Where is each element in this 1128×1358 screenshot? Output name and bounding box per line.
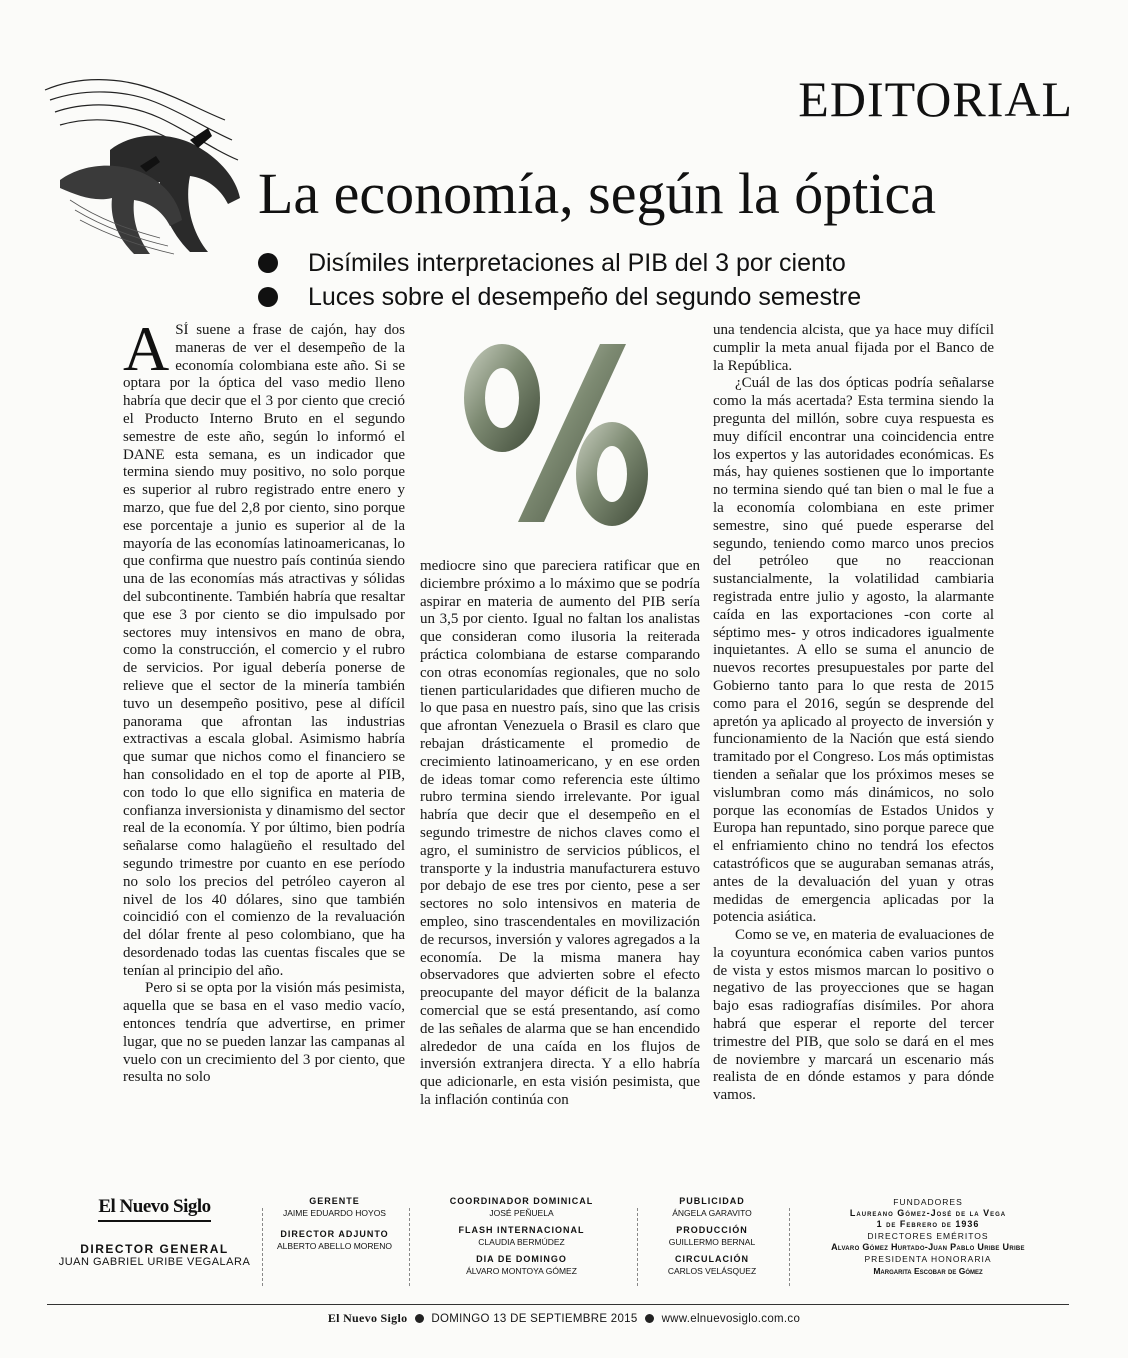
role-title: PUBLICIDAD [679,1196,745,1206]
drop-cap: A [123,322,170,384]
article-paragraph: Como se ve, en materia de evaluaciones de la coyuntura económica caben varios puntos de vista y estos mismos marcan lo positivo o negativo de las proyecciones que se hagan bajo esas radiografías disímiles. Por ahora habrá que esperar el reporte del tercer trimestre del PIB, que solo se dará en el mes de noviembre y marcará un escenario más realista de en dónde estamos y para dónde vamos. [713,927,994,1104]
role-name: ÁNGELA GARAVITO [672,1208,752,1218]
masthead-brand-block [47,1196,262,1269]
subhead-text: Disímiles interpretaciones al PIB del 3 por ciento [308,248,846,277]
article-paragraph: una tendencia alcista, que ya hace muy difícil cumplir la meta anual fijada por el Banco de la República. [713,322,994,374]
role-name: JOSÉ PEÑUELA [489,1208,554,1218]
page-footer [0,1311,1128,1326]
honorary-label: PRESIDENTA HONORARIA [864,1254,992,1264]
article-paragraph: mediocre sino que pareciera ratificar que en diciembre próximo a lo máximo que se podría aspirar en materia de aumento del PIB sería un 3,5 por ciento. Igual no faltan los analistas que consideran como ilusoria la reiterada práctica colombiana de estarse comparando con otras economías regionales, que no solo tienen particularidades que difieren mucho de lo que pasa en nuestro país, sino que las crisis que afrontan Venezuela o Brasil es claro que rebajan drásticamente el promedio de crecimiento latinoamericano, y en ese orden de ideas tomar como referencia este último rubro termina siendo irrelevante. Por igual habría que decir que el desempeño en el segundo trimestre de nichos claves como el agro, el suministro de servicios públicos, el transporte y la industria manufacturera estuvo por debajo de ese tres por ciento, pese a ser sectores no solo intensivos en materia de empleo, sino trascendentales en movilización de recursos, inversión y valores agregados a la economía. De la misma manera hay observadores que advierten sobre el efecto preocupante del mayor déficit de la balanza comercial que se está presentando, así como de las señales de alarma que se han encendido alrededor de una caída en los flujos de inversión extranjera directa. Y a ello habría que adicionarle, en esta visión pesimista, que la inflación continúa con [420,558,700,1108]
footer-rule [47,1304,1069,1305]
footer-date: DOMINGO 13 DE SEPTIEMBRE 2015 [431,1313,638,1325]
role-title: DIRECTOR ADJUNTO [280,1229,389,1239]
bullet-icon [258,287,278,307]
masthead [47,1196,1067,1296]
director-name: JUAN GABRIEL URIBE VEGALARA [58,1256,251,1268]
role-title: GERENTE [309,1196,360,1206]
article-column-2 [420,558,700,1172]
role-name: JAIME EDUARDO HOYOS [283,1208,386,1218]
newspaper-logo: El Nuevo Siglo [98,1196,210,1222]
article-column-3 [713,322,994,1172]
subhead-text: Luces sobre el desempeño del segundo semestre [308,282,862,311]
footer-url: www.elnuevosiglo.com.co [661,1313,801,1325]
masthead-dominical [409,1196,634,1283]
founders-names: Laureano Gómez-José de la Vega [849,1208,1007,1218]
subheads [258,246,861,314]
percent-sign-image [440,336,680,536]
subhead-2 [258,280,861,314]
role-name: CARLOS VELÁSQUEZ [667,1266,757,1276]
footer-brand: El Nuevo Siglo [327,1311,408,1325]
emeritus-label: DIRECTORES EMÉRITOS [867,1231,989,1241]
founding-date: 1 de Febrero de 1936 [876,1219,980,1229]
headline: La economía, según la óptica [258,161,937,226]
article-paragraph: ASÍ suene a frase de cajón, hay dos maneras de ver el desempeño de la economía colombiana este año. Si se optara por la óptica del vaso medio lleno habría que decir que el 3 por ciento que creció el Producto Interno Bruto en el segundo semestre de este año, según lo informó el DANE esta semana, es un indicador que termina siendo muy positivo, no solo porque es superior al rubro registrado entre enero y marzo, que fue del 2,8 por ciento, sino porque ese porcentaje a junio es superior al de la mayoría de las economías latinoamericanas, lo que confirma que nuestro país continúa siendo una de las economías más atractivas y sólidas del subcontinente. También habría que resaltar que ese 3 por ciento se dio impulsado por sectores muy intensivos en mano de obra, como la construcción, el comercio y el rubro de servicios. Por igual debería ponerse de relieve que el sector de la minería también tuvo un desempeño positivo, pese al difícil panorama que afrontan las industrias extractivas a escala global. Asimismo habría que sumar que nichos como el financiero se han consolidado en el top de aporte al PIB, con todo lo que ello significa en materia de confianza inversionista y dinamismo del sector real de la economía. Y por último, bien podría señalarse como halagüeño el resultado del segundo trimestre por cuanto en ese período no solo los precios del petróleo cayeron al nivel de los 40 dólares, sino que también coincidió con el comienzo de la revaluación del dólar frente al peso colombiano, que ha desordenado todas las cuentas fiscales que se tenían al principio del año. [123,322,405,979]
role-name: ALBERTO ABELLO MORENO [277,1241,392,1251]
role-title: FLASH INTERNACIONAL [458,1225,585,1235]
role-title: PRODUCCIÓN [676,1225,748,1235]
founders-label: FUNDADORES [893,1197,963,1207]
article-column-1 [123,322,405,1172]
honorary-name: Margarita Escobar de Gómez [873,1266,983,1276]
bullet-icon [645,1314,654,1323]
article-paragraph: ¿Cuál de las dos ópticas podría señalarse como la más acertada? Esta termina siendo la pregunta del millón, sobre cuya respuesta es muy difícil encontrar una coincidencia entre los expertos y las autoridades económicas. Es más, hay quienes sostienen que lo importante no termina siendo qué tan bien o mal le fue a la economía colombiana en este primer semestre, sino qué puede esperarse del segundo, teniendo como marco unos precios del petróleo que no reaccionan sustancialmente, la volatilidad cambiaria registrada entre julio y agosto, la alarmante caída en las exportaciones -con corte al séptimo mes- y otros indicadores igualmente inquietantes. A ello se suma el anuncio de nuevos recortes presupuestales por parte del Gobierno tanto para lo que resta de 2015 como para el 2016, según se desprende del apretón ya aplicado al proyecto de inversión y funcionamiento de la Nación que está siendo tramitado por el Congreso. Los más optimistas tienden a señalar que los próximos meses se vislumbran como más dinámicos, no solo porque las economías de Estados Unidos y Europa han repuntado, sino porque parece que el enfriamiento chino no tendrá los efectos catastróficos que se auguraban semanas atrás, antes de la devaluación del yuan y otras medidas de emergencia aplicadas por la potencia asiática. [713,375,994,926]
horses-illustration [40,70,250,260]
role-title: CIRCULACIÓN [675,1254,749,1264]
bullet-icon [415,1314,424,1323]
section-label: EDITORIAL [798,71,1073,127]
role-name: ÁLVARO MONTOYA GÓMEZ [466,1266,577,1276]
bullet-icon [258,253,278,273]
subhead-1 [258,246,861,280]
masthead-commercial [637,1196,787,1283]
article-paragraph: Pero si se opta por la visión más pesimista, aquella que se basa en el vaso medio vacío, entonces tendría que advertirse, en primer lugar, que no se pueden lanzar las campanas al vuelo con un crecimiento del 3 por ciento, que resulta no solo [123,980,405,1086]
masthead-management [262,1196,407,1258]
role-name: GUILLERMO BERNAL [668,1237,756,1247]
role-title: DIA DE DOMINGO [476,1254,567,1264]
director-title: DIRECTOR GENERAL [80,1242,229,1256]
role-title: COORDINADOR DOMINICAL [449,1196,594,1206]
emeritus-names: Alvaro Gómez Hurtado-Juan Pablo Uribe Uribe [831,1242,1025,1252]
role-name: CLAUDIA BERMÚDEZ [478,1237,565,1247]
masthead-founders [789,1196,1067,1283]
